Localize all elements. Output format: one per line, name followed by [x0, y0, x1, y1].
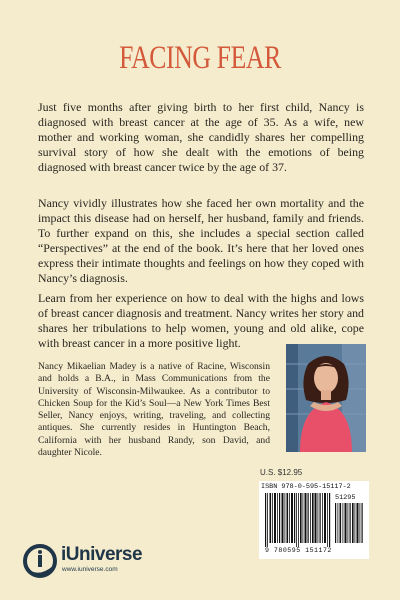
author-photo-image — [286, 344, 366, 452]
publisher-name: iUniverse — [61, 544, 143, 565]
author-bio: Nancy Mikaelian Madey is a native of Racine, Wisconsin and holds a B.A., in Mass Communications from the University of Wisconsin-Milwaukee. As a contributor to Chicken Soup for the Kid’s Soul—a New York Times Best Seller, Nancy enjoys, writing, traveling, and collecting antiques. She currently resides in Huntington Beach, California with her husband Randy, son David, and daughter Nicole. — [38, 361, 270, 459]
publisher-logo — [22, 543, 182, 583]
blurb-paragraph-2: Nancy vividly illustrates how she faced her own mortality and the impact this disease had on herself, her husband, family and friends. To further expand on this, she includes a special section called “Perspectives” at the end of the book. It’s here that her loved ones express their intimate thoughts and feelings on how they coped with Nancy’s diagnosis. — [38, 196, 364, 285]
price-code: 51295 — [335, 494, 356, 502]
isbn-number: ISBN 978-0-595-15117-2 — [261, 483, 351, 491]
barcode-digits: 9 780595 151172 — [265, 547, 332, 554]
iuniverse-logo-icon — [22, 543, 60, 581]
author-photo — [286, 344, 366, 452]
publisher-url: www.iuniverse.com — [62, 566, 118, 573]
isbn-barcode — [259, 481, 369, 559]
blurb-paragraph-3: Learn from her experience on how to deal with the highs and lows of breast cancer diagnosis and treatment. Nancy writes her story and shares her tribulations to help women, young and old alike, cope with breast cancer in a more positive light. — [38, 291, 364, 350]
price-label: U.S. $12.95 — [260, 468, 303, 477]
book-title: FACING FEAR — [119, 40, 281, 76]
blurb-paragraph-1: Just five months after giving birth to her first child, Nancy is diagnosed with breast cancer at the age of 35. As a wife, new mother and working woman, she candidly shares her compelling survival story of how she dealt with the emotions of being diagnosed with breast cancer twice by the age of 37. — [38, 100, 364, 174]
